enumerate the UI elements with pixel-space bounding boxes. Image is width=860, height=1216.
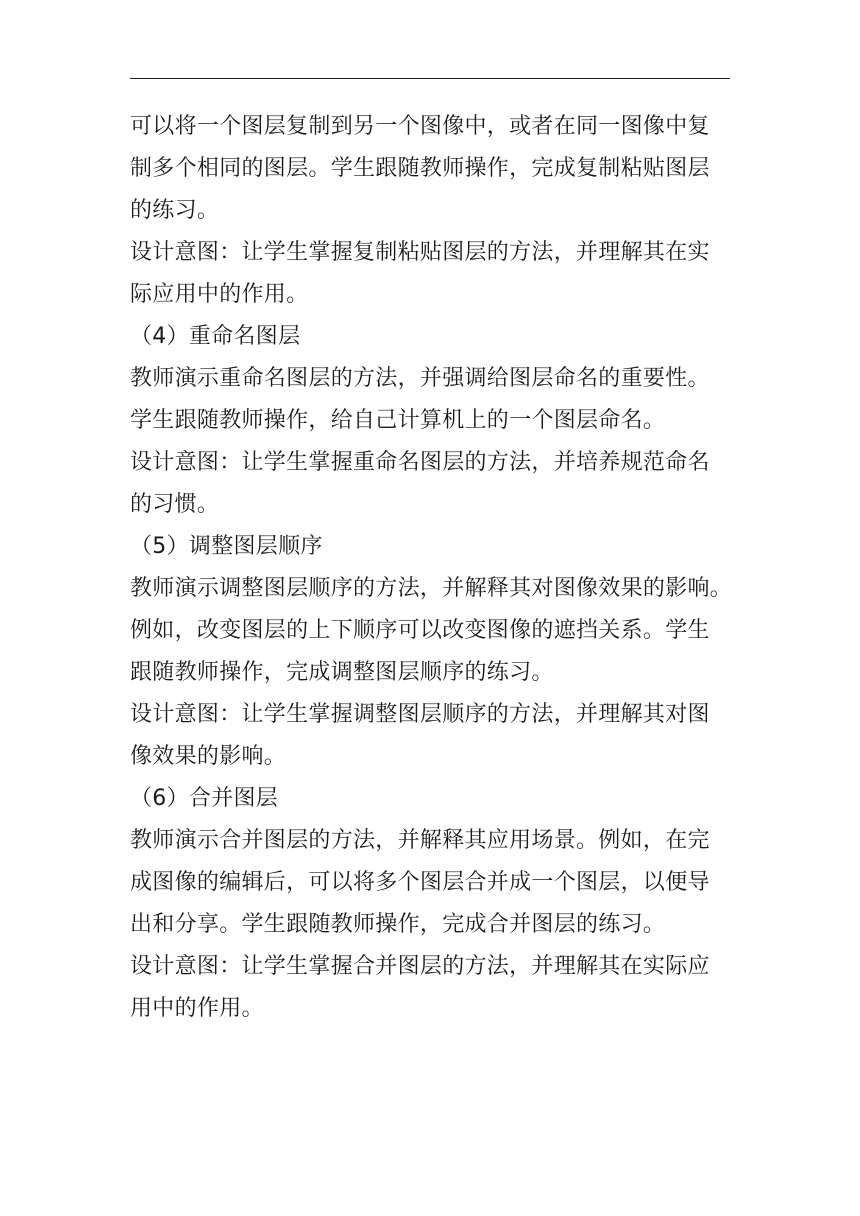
text-line: 的习惯。 — [130, 492, 220, 517]
text-line: 的练习。 — [130, 198, 220, 223]
text-line: 学生跟随教师操作，给自己计算机上的一个图层命名。 — [130, 408, 666, 433]
text-line: 跟随教师操作，完成调整图层顺序的练习。 — [130, 660, 554, 685]
text-line: 出和分享。学生跟随教师操作，完成合并图层的练习。 — [130, 912, 666, 937]
text-line: 教师演示合并图层的方法，并解释其应用场景。例如，在完 — [130, 828, 710, 853]
design-intent-line: 设计意图：让学生掌握合并图层的方法，并理解其在实际应 — [130, 954, 710, 979]
text-line: 例如，改变图层的上下顺序可以改变图像的遮挡关系。学生 — [130, 618, 710, 643]
text-line: 像效果的影响。 — [130, 744, 287, 769]
section-heading-rename-layer: （4）重命名图层 — [130, 324, 301, 349]
design-intent-line: 设计意图：让学生掌握调整图层顺序的方法，并理解其对图 — [130, 702, 710, 727]
text-line: 教师演示调整图层顺序的方法，并解释其对图像效果的影响。 — [130, 576, 733, 601]
text-line: 用中的作用。 — [130, 996, 264, 1021]
text-line: 可以将一个图层复制到另一个图像中，或者在同一图像中复 — [130, 114, 710, 139]
header-rule — [130, 78, 730, 79]
text-line: 成图像的编辑后，可以将多个图层合并成一个图层，以便导 — [130, 870, 710, 895]
design-intent-line: 设计意图：让学生掌握重命名图层的方法，并培养规范命名 — [130, 450, 710, 475]
text-line: 际应用中的作用。 — [130, 282, 309, 307]
text-line: 制多个相同的图层。学生跟随教师操作，完成复制粘贴图层 — [130, 156, 710, 181]
design-intent-line: 设计意图：让学生掌握复制粘贴图层的方法，并理解其在实 — [130, 240, 710, 265]
section-heading-adjust-layer-order: （5）调整图层顺序 — [130, 534, 323, 559]
document-body — [130, 106, 733, 1030]
text-line: 教师演示重命名图层的方法，并强调给图层命名的重要性。 — [130, 366, 710, 391]
section-heading-merge-layers: （6）合并图层 — [130, 786, 279, 811]
